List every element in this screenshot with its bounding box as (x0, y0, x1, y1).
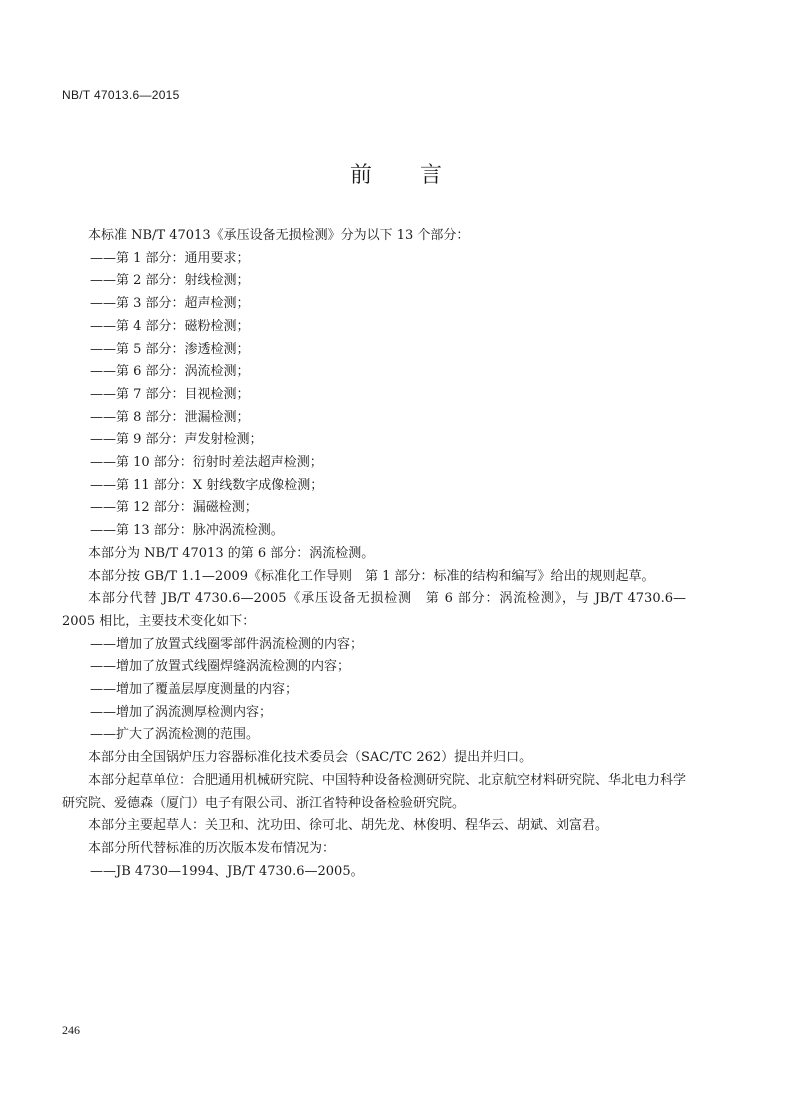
part-item: ——第 2 部分：射线检测； (90, 273, 250, 289)
proposed-by-paragraph: 本部分由全国锅炉压力容器标准化技术委员会（SAC/TC 262）提出并归口。 (88, 750, 533, 766)
part-item: ——第 1 部分：通用要求； (90, 250, 250, 266)
part-item: ——第 13 部分：脉冲涡流检测。 (90, 523, 284, 539)
this-part-paragraph: 本部分为 NB/T 47013 的第 6 部分：涡流检测。 (88, 545, 375, 561)
part-item: ——第 4 部分：磁粉检测； (90, 318, 250, 334)
replacement-paragraph: 本部分代替 JB/T 4730.6—2005《承压设备无损检测 第 6 部分：涡流检测》，与 JB/T 4730.6—2005 相比，主要技术变化如下： (62, 591, 686, 629)
document-code-header: NB/T 47013.6—2015 (62, 88, 180, 102)
drafting-units-paragraph: 本部分起草单位：合肥通用机械研究院、中国特种设备检测研究院、北京航空材料研究院、华北电力科学研究院、爱德森（厦门）电子有限公司、浙江省特种设备检验研究院。 (62, 772, 687, 811)
part-item: ——第 5 部分：渗透检测； (90, 341, 250, 357)
part-item: ——第 9 部分：声发射检测； (90, 432, 263, 448)
part-item: ——第 3 部分：超声检测； (90, 296, 250, 312)
part-item: ——第 12 部分：漏磁检测； (90, 500, 258, 516)
drafters-paragraph: 本部分主要起草人：关卫和、沈功田、徐可北、胡先龙、林俊明、程华云、胡斌、刘富君。 (88, 818, 609, 834)
part-item: ——第 8 部分：泄漏检测； (90, 409, 250, 425)
changes-list (62, 634, 686, 748)
foreword-body (62, 225, 686, 883)
part-item: ——第 7 部分：目视检测； (90, 386, 250, 402)
parts-list (62, 248, 686, 543)
history-intro-paragraph: 本部分所代替标准的历次版本发布情况为： (88, 840, 336, 856)
part-item: ——第 10 部分：衍射时差法超声检测； (90, 455, 323, 471)
part-item: ——第 6 部分：涡流检测； (90, 364, 250, 380)
page-number: 246 (62, 1023, 80, 1037)
change-item: ——扩大了涡流检测的范围。 (90, 727, 260, 743)
drafting-rules-paragraph: 本部分按 GB/T 1.1—2009《标准化工作导则 第 1 部分：标准的结构和编写》给出的规则起草。 (88, 568, 655, 584)
change-item: ——增加了放置式线圈零部件涡流检测的内容； (90, 636, 364, 652)
intro-paragraph: 本标准 NB/T 47013《承压设备无损检测》分为以下 13 个部分： (88, 228, 470, 243)
change-item: ——增加了放置式线圈焊缝涡流检测的内容； (90, 659, 351, 675)
history-item: ——JB 4730—1994、JB/T 4730.6—2005。 (90, 863, 364, 879)
change-item: ——增加了涡流测厚检测内容； (90, 704, 273, 720)
part-item: ——第 11 部分：X 射线数字成像检测； (90, 477, 324, 493)
page-title: 前言 (349, 163, 490, 188)
change-item: ——增加了覆盖层厚度测量的内容； (90, 682, 299, 698)
